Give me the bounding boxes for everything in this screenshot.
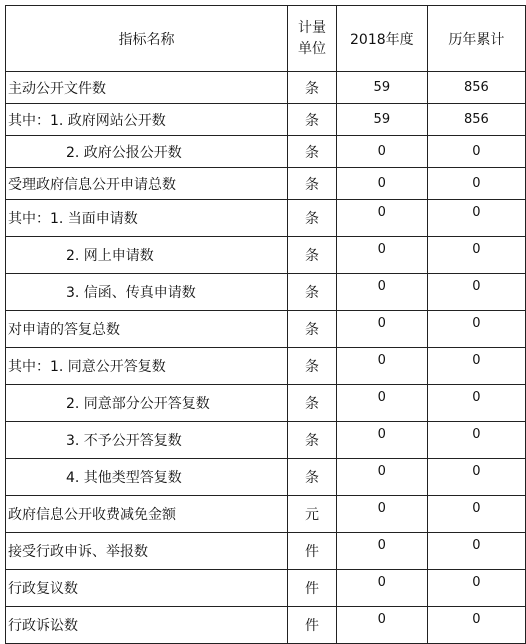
row-total-value: 0 bbox=[427, 237, 525, 274]
row-unit: 条 bbox=[288, 136, 337, 168]
row-name: 3. 不予公开答复数 bbox=[6, 422, 288, 459]
row-year-value: 0 bbox=[336, 385, 427, 422]
header-total: 历年累计 bbox=[427, 6, 525, 72]
row-total-value: 0 bbox=[427, 136, 525, 168]
table-row bbox=[6, 385, 526, 422]
row-unit: 条 bbox=[288, 200, 337, 237]
row-total-value: 0 bbox=[427, 200, 525, 237]
row-year-value: 0 bbox=[336, 311, 427, 348]
row-unit: 条 bbox=[288, 311, 337, 348]
row-total-value: 0 bbox=[427, 459, 525, 496]
row-year-value: 0 bbox=[336, 200, 427, 237]
table-row bbox=[6, 607, 526, 644]
table-row bbox=[6, 136, 526, 168]
row-name: 3. 信函、传真申请数 bbox=[6, 274, 288, 311]
row-total-value: 0 bbox=[427, 607, 525, 644]
table-row bbox=[6, 422, 526, 459]
table-row bbox=[6, 200, 526, 237]
row-name: 2. 网上申请数 bbox=[6, 237, 288, 274]
row-unit: 件 bbox=[288, 533, 337, 570]
row-total-value: 0 bbox=[427, 168, 525, 200]
table-row bbox=[6, 459, 526, 496]
row-name: 政府信息公开收费减免金额 bbox=[6, 496, 288, 533]
row-total-value: 856 bbox=[427, 104, 525, 136]
row-name: 受理政府信息公开申请总数 bbox=[6, 168, 288, 200]
row-name: 2. 政府公报公开数 bbox=[6, 136, 288, 168]
table-row bbox=[6, 311, 526, 348]
row-unit: 条 bbox=[288, 348, 337, 385]
row-name: 主动公开文件数 bbox=[6, 72, 288, 104]
row-total-value: 0 bbox=[427, 385, 525, 422]
row-unit: 条 bbox=[288, 72, 337, 104]
row-year-value: 0 bbox=[336, 168, 427, 200]
row-year-value: 59 bbox=[336, 104, 427, 136]
row-year-value: 0 bbox=[336, 607, 427, 644]
table-row bbox=[6, 237, 526, 274]
row-year-value: 0 bbox=[336, 237, 427, 274]
row-unit: 元 bbox=[288, 496, 337, 533]
row-total-value: 0 bbox=[427, 348, 525, 385]
row-name: 其中：1. 当面申请数 bbox=[6, 200, 288, 237]
row-unit: 件 bbox=[288, 607, 337, 644]
row-unit: 条 bbox=[288, 459, 337, 496]
row-unit: 条 bbox=[288, 168, 337, 200]
row-total-value: 0 bbox=[427, 422, 525, 459]
row-year-value: 0 bbox=[336, 274, 427, 311]
row-total-value: 0 bbox=[427, 570, 525, 607]
row-total-value: 856 bbox=[427, 72, 525, 104]
header-name: 指标名称 bbox=[6, 6, 288, 72]
table-row bbox=[6, 168, 526, 200]
table-row bbox=[6, 274, 526, 311]
row-name: 对申请的答复总数 bbox=[6, 311, 288, 348]
table-row bbox=[6, 533, 526, 570]
row-name: 4. 其他类型答复数 bbox=[6, 459, 288, 496]
row-year-value: 0 bbox=[336, 459, 427, 496]
row-year-value: 0 bbox=[336, 422, 427, 459]
row-total-value: 0 bbox=[427, 274, 525, 311]
row-name: 行政复议数 bbox=[6, 570, 288, 607]
row-year-value: 0 bbox=[336, 496, 427, 533]
header-unit bbox=[288, 6, 337, 72]
row-unit: 条 bbox=[288, 274, 337, 311]
header-unit-line1: 计量 bbox=[297, 19, 326, 36]
row-unit: 条 bbox=[288, 385, 337, 422]
statistics-table bbox=[5, 5, 526, 644]
row-unit: 件 bbox=[288, 570, 337, 607]
row-year-value: 0 bbox=[336, 136, 427, 168]
row-year-value: 59 bbox=[336, 72, 427, 104]
row-name: 其中：1. 政府网站公开数 bbox=[6, 104, 288, 136]
table-row bbox=[6, 348, 526, 385]
row-year-value: 0 bbox=[336, 348, 427, 385]
row-name: 2. 同意部分公开答复数 bbox=[6, 385, 288, 422]
row-total-value: 0 bbox=[427, 311, 525, 348]
row-unit: 条 bbox=[288, 422, 337, 459]
table-row bbox=[6, 496, 526, 533]
row-name: 行政诉讼数 bbox=[6, 607, 288, 644]
table-header-row bbox=[6, 6, 526, 72]
row-total-value: 0 bbox=[427, 533, 525, 570]
header-year: 2018年度 bbox=[336, 6, 427, 72]
row-name: 接受行政申诉、举报数 bbox=[6, 533, 288, 570]
row-year-value: 0 bbox=[336, 533, 427, 570]
row-unit: 条 bbox=[288, 104, 337, 136]
header-unit-line2: 单位 bbox=[297, 40, 326, 57]
row-total-value: 0 bbox=[427, 496, 525, 533]
row-unit: 条 bbox=[288, 237, 337, 274]
row-year-value: 0 bbox=[336, 570, 427, 607]
table-row bbox=[6, 72, 526, 104]
row-name: 其中：1. 同意公开答复数 bbox=[6, 348, 288, 385]
table-row bbox=[6, 104, 526, 136]
